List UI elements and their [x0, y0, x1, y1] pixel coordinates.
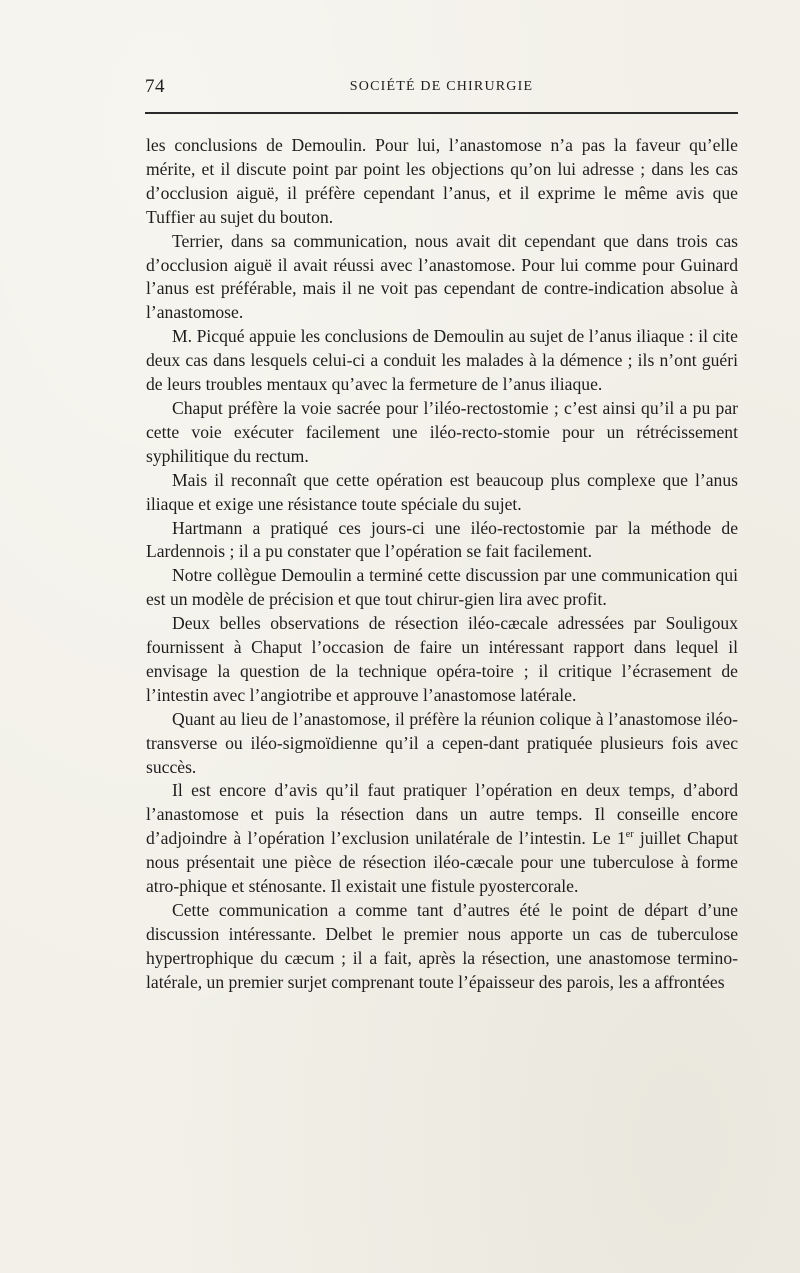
paragraph: Cette communication a comme tant d’autres été le point de départ d’une discussion intéressante. Delbet le premier nous apporte un cas de tuberculose hypertrophique du cæcum ; il a fait, après la résection, une anastomose termino-latérale, un premier surjet comprenant toute l’épaisseur des parois, les a affrontées	[146, 900, 738, 992]
paragraph: Chaput préfère la voie sacrée pour l’iléo-rectostomie ; c’est ainsi qu’il a pu par cette voie exécuter facilement une iléo-recto-stomie pour un rétrécissement syphilitique du rectum.	[146, 397, 738, 466]
paragraph: Notre collègue Demoulin a terminé cette discussion par une communication qui est un modèle de précision et que tout chirur-gien lira avec profit.	[146, 565, 738, 610]
paragraph-with-date: Il est encore d’avis qu’il faut pratiquer l’opération en deux temps, d’abord l’anastomose et puis la résection dans un autre temps. Il conseille encore d’adjoindre à l’opération l’exclusion unilatérale de l’intestin. Le 1er juillet Chaput nous présentait une pièce de résection iléo-cæcale pour une tuberculose à forme atro-phique et sténosante. Il existait une fistule pyostercorale.	[146, 780, 739, 897]
paragraph: Quant au lieu de l’anastomose, il préfère la réunion colique à l’anastomose iléo-transverse ou iléo-sigmoïdienne qu’il a cepen-dant pratiquée plusieurs fois avec succès.	[146, 708, 738, 777]
paragraph: Deux belles observations de résection iléo-cæcale adressées par Souligoux fournissent à Chaput l’occasion de faire un intéressant rapport dans lequel il envisage la question de la technique opéra-toire ; il critique l’écrasement de l’intestin avec l’angiotribe et approuve l’anastomose latérale.	[146, 613, 738, 705]
paragraph: M. Picqué appuie les conclusions de Demoulin au sujet de l’anus iliaque : il cite deux cas dans lesquels celui-ci a conduit les malades à la démence ; ils n’ont guéri de leurs troubles mentaux qu’avec la fermeture de l’anus iliaque.	[146, 326, 738, 395]
paragraph: Hartmann a pratiqué ces jours-ci une iléo-rectostomie par la méthode de Lardennois ; il a pu constater que l’opération se fait facilement.	[146, 517, 738, 562]
body-text	[146, 134, 738, 995]
paragraph-continued: les conclusions de Demoulin. Pour lui, l’anastomose n’a pas la faveur qu’elle mérite, et il discute point par point les objections qu’on lui adresse ; dans les cas d’occlusion aiguë, il préfère cependant l’anus, et il exprime le même avis que Tuffier au sujet du bouton.	[146, 135, 738, 227]
paragraph: Terrier, dans sa communication, nous avait dit cependant que dans trois cas d’occlusion aiguë il avait réussi avec l’anastomose. Pour lui comme pour Guinard l’anus est préférable, mais il ne voit pas cependant de contre-indication absolue à l’anastomose.	[146, 230, 738, 323]
page-header	[145, 76, 738, 102]
paragraph: Mais il reconnaît que cette opération est beaucoup plus complexe que l’anus iliaque et exige une résistance toute spéciale du sujet.	[146, 469, 738, 514]
page-number: 74	[145, 76, 165, 97]
running-head: SOCIÉTÉ DE CHIRURGIE	[349, 79, 534, 94]
header-rule	[145, 112, 738, 114]
